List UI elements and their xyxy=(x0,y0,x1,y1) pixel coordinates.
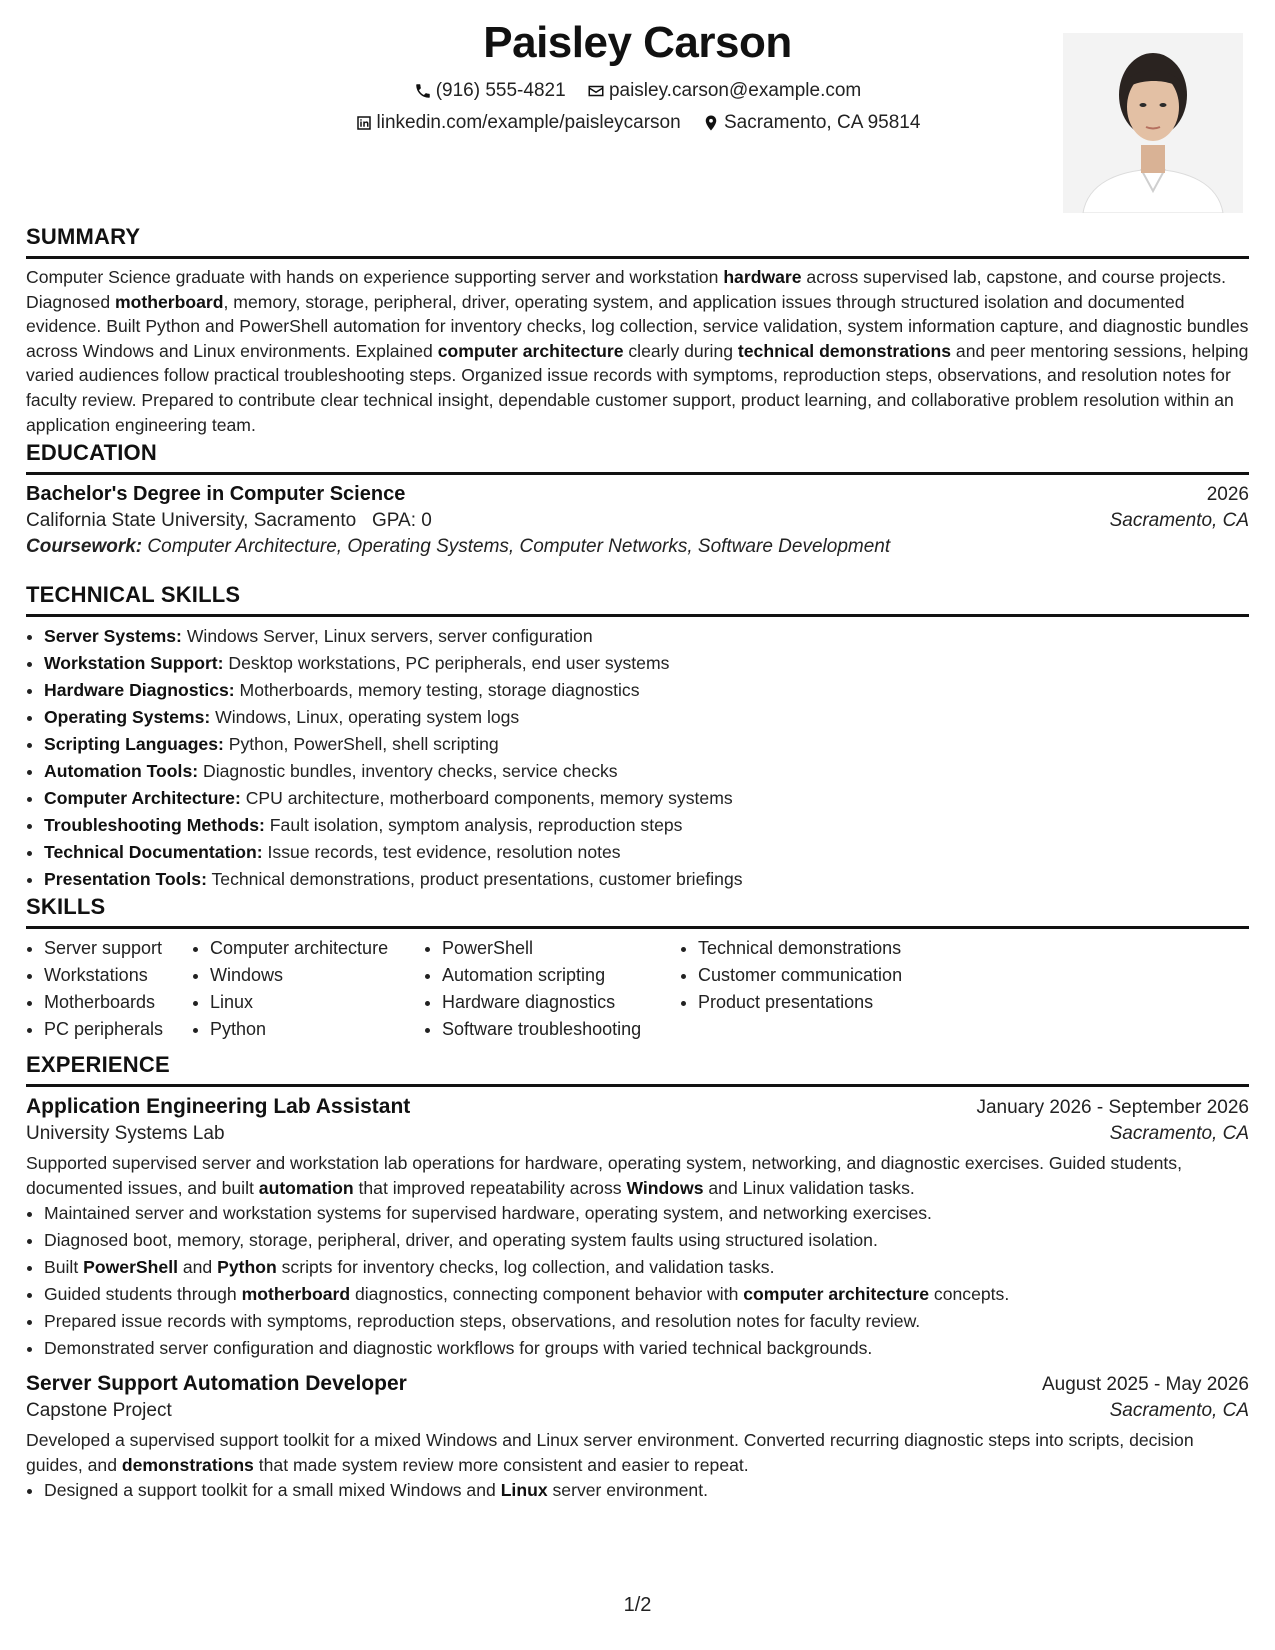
job-location: Sacramento, CA xyxy=(1109,1400,1249,1422)
list-item: • Workstations xyxy=(44,962,192,989)
profile-photo xyxy=(1063,33,1243,213)
skills-column-4 xyxy=(680,935,958,1043)
coursework-label: Coursework: xyxy=(26,536,143,557)
list-item: • PC peripherals xyxy=(44,1016,192,1043)
list-item: • Diagnosed boot, memory, storage, peripheral, driver, and operating system faults using structured isolation. xyxy=(44,1227,1249,1254)
technical-skills-list xyxy=(26,623,1249,893)
phone-text: (916) 555-4821 xyxy=(435,80,566,101)
list-item: • Computer Architecture: CPU architecture, motherboard components, memory systems xyxy=(44,785,1249,812)
map-pin-icon xyxy=(702,114,720,132)
list-item: • Technical demonstrations xyxy=(698,935,958,962)
job-subheader xyxy=(26,1400,1249,1422)
job-title: Application Engineering Lab Assistant xyxy=(26,1095,411,1118)
list-item: • Customer communication xyxy=(698,962,958,989)
job-dates: August 2025 - May 2026 xyxy=(1041,1374,1249,1396)
location-contact xyxy=(702,112,920,134)
education-section xyxy=(26,440,1249,558)
skills-section xyxy=(26,894,1249,1043)
summary-section xyxy=(26,224,1249,437)
job-bullets xyxy=(26,1200,1249,1362)
job-header xyxy=(26,1372,1249,1396)
linkedin-contact[interactable] xyxy=(355,112,681,134)
technical-skills-section xyxy=(26,582,1249,893)
skills-column-1 xyxy=(26,935,192,1043)
school-name: California State University, Sacramento xyxy=(26,510,357,531)
summary-title: SUMMARY xyxy=(26,224,1249,259)
list-item: • Demonstrated server configuration and diagnostic workflows for groups with varied technical backgrounds. xyxy=(44,1335,1249,1362)
skills-title: SKILLS xyxy=(26,894,1249,929)
skills-grid xyxy=(26,935,1249,1043)
list-item: • Technical Documentation: Issue records, test evidence, resolution notes xyxy=(44,839,1249,866)
list-item: • Motherboards xyxy=(44,989,192,1016)
list-item: • Product presentations xyxy=(698,989,958,1016)
experience-section xyxy=(26,1052,1249,1504)
job-organization: University Systems Lab xyxy=(26,1123,225,1144)
skills-column-3 xyxy=(424,935,680,1043)
education-title: EDUCATION xyxy=(26,440,1249,475)
list-item: • Automation scripting xyxy=(442,962,680,989)
list-item: • Server support xyxy=(44,935,192,962)
location-text: Sacramento, CA 95814 xyxy=(723,112,921,133)
list-item: • Designed a support toolkit for a small mixed Windows and Linux server environment. xyxy=(44,1477,1249,1504)
list-item: • Automation Tools: Diagnostic bundles, inventory checks, service checks xyxy=(44,758,1249,785)
school-info xyxy=(26,510,432,532)
job-bullets xyxy=(26,1477,1249,1504)
list-item: • Operating Systems: Windows, Linux, operating system logs xyxy=(44,704,1249,731)
list-item: • Computer architecture xyxy=(210,935,424,962)
job-header xyxy=(26,1095,1249,1119)
list-item: • Software troubleshooting xyxy=(442,1016,680,1043)
job-location: Sacramento, CA xyxy=(1109,1123,1249,1144)
technical-skills-title: TECHNICAL SKILLS xyxy=(26,582,1249,617)
email-text[interactable]: paisley.carson@example.com xyxy=(608,80,862,101)
list-item: • Linux xyxy=(210,989,424,1016)
job-title: Server Support Automation Developer xyxy=(26,1372,407,1396)
list-item: • Server Systems: Windows Server, Linux servers, server configuration xyxy=(44,623,1249,650)
list-item: • Prepared issue records with symptoms, reproduction steps, observations, and resolution notes for faculty review. xyxy=(44,1308,1249,1335)
list-item: • Presentation Tools: Technical demonstrations, product presentations, customer briefings xyxy=(44,866,1249,893)
coursework-line xyxy=(26,536,1249,558)
degree-name: Bachelor's Degree in Computer Science xyxy=(26,483,406,505)
linkedin-icon xyxy=(355,114,373,132)
page-number: 1/2 xyxy=(623,1594,652,1616)
school-row xyxy=(26,510,1249,532)
list-item: • Guided students through motherboard diagnostics, connecting component behavior with computer architecture concepts. xyxy=(44,1281,1249,1308)
job-entry xyxy=(26,1095,1249,1362)
graduation-year: 2026 xyxy=(1206,484,1249,505)
list-item: • Windows xyxy=(210,962,424,989)
phone-contact xyxy=(414,80,566,102)
envelope-icon xyxy=(587,82,605,100)
list-item: • Scripting Languages: Python, PowerShell, shell scripting xyxy=(44,731,1249,758)
list-item: • PowerShell xyxy=(442,935,680,962)
summary-text: Computer Science graduate with hands on experience supporting server and workstation hardware across supervised lab, capstone, and course projects. Diagnosed motherboard, memory, storage, peripheral, driver, operating system, and application issues through structured isolation and documented evidence. Built Python and PowerShell automation for inventory checks, log collection, service validation, system information capture, and diagnostic bundles across Windows and Linux environments. Explained computer architecture clearly during technical demonstrations and peer mentoring sessions, helping varied audiences follow practical troubleshooting steps. Organized issue records with symptoms, reproduction steps, observations, and resolution notes for faculty review. Prepared to contribute clear technical insight, dependable customer support, product learning, and collaborative problem resolution within an application engineering team. xyxy=(26,267,1249,435)
candidate-name: Paisley Carson xyxy=(483,18,792,67)
list-item: • Built PowerShell and Python scripts for inventory checks, log collection, and validation tasks. xyxy=(44,1254,1249,1281)
school-location: Sacramento, CA xyxy=(1109,510,1249,531)
gpa: GPA: 0 xyxy=(372,510,432,531)
job-dates: January 2026 - September 2026 xyxy=(976,1097,1249,1118)
list-item: • Maintained server and workstation systems for supervised hardware, operating system, and networking exercises. xyxy=(44,1200,1249,1227)
linkedin-text[interactable]: linkedin.com/example/paisleycarson xyxy=(376,112,681,133)
list-item: • Workstation Support: Desktop workstations, PC peripherals, end user systems xyxy=(44,650,1249,677)
email-contact[interactable] xyxy=(587,80,861,102)
job-summary: Supported supervised server and workstation lab operations for hardware, operating system, networking, and diagnostic exercises. Guided students, documented issues, and built automation that improved repeatability across Windows and Linux validation tasks. xyxy=(26,1153,1182,1198)
list-item: • Troubleshooting Methods: Fault isolation, symptom analysis, reproduction steps xyxy=(44,812,1249,839)
job-organization: Capstone Project xyxy=(26,1400,172,1422)
list-item: • Hardware Diagnostics: Motherboards, memory testing, storage diagnostics xyxy=(44,677,1249,704)
list-item: • Hardware diagnostics xyxy=(442,989,680,1016)
phone-icon xyxy=(414,82,432,100)
experience-title: EXPERIENCE xyxy=(26,1052,1249,1087)
job-summary: Developed a supervised support toolkit for a mixed Windows and Linux server environment. Converted recurring diagnostic steps into scripts, decision guides, and demonstrations that made system review more consistent and easier to repeat. xyxy=(26,1430,1194,1475)
skills-column-2 xyxy=(192,935,424,1043)
coursework-list: Computer Architecture, Operating Systems, Computer Networks, Software Development xyxy=(147,536,891,557)
degree-row xyxy=(26,483,1249,506)
job-subheader xyxy=(26,1123,1249,1145)
job-entry xyxy=(26,1372,1249,1504)
list-item: • Python xyxy=(210,1016,424,1043)
